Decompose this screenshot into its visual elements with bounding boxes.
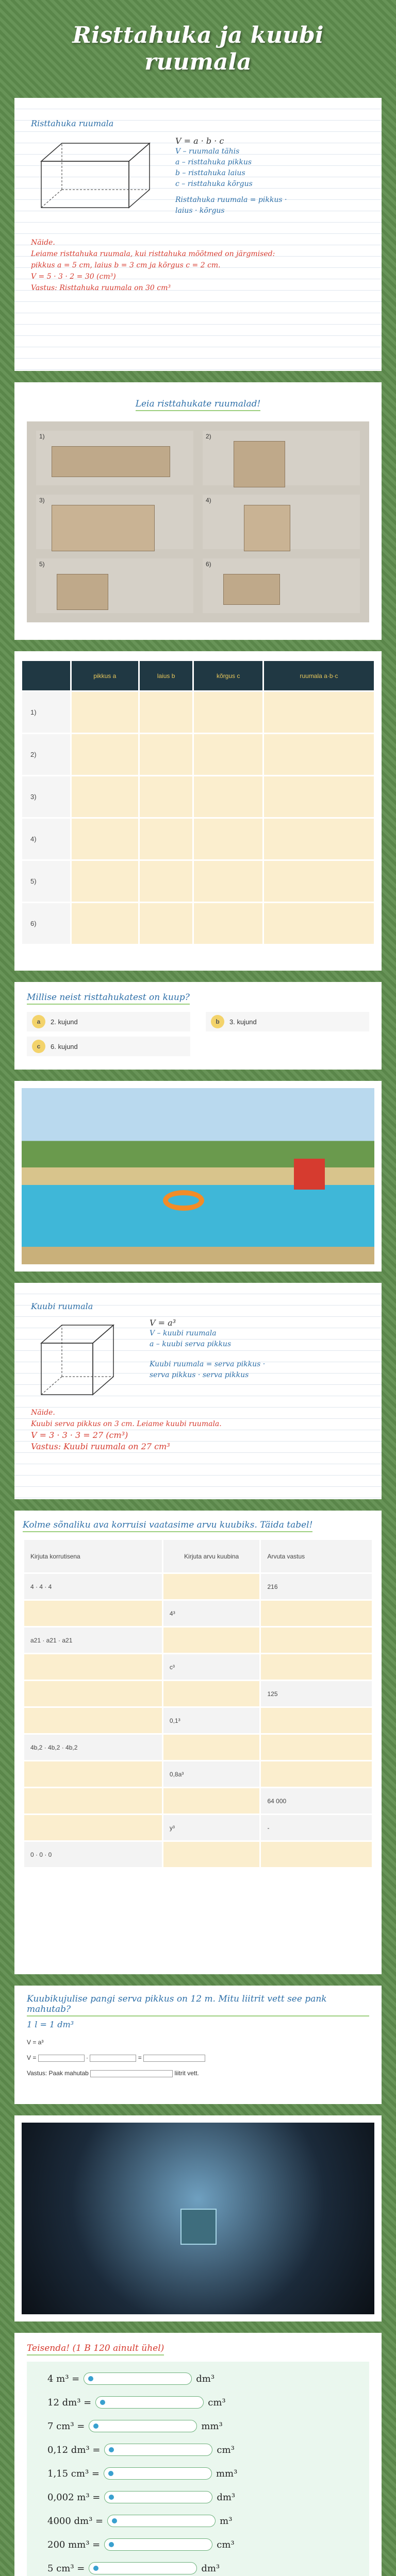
table2-row: [24, 1761, 373, 1788]
table2-answer-cell[interactable]: [260, 1734, 373, 1761]
table1-cell[interactable]: [193, 818, 263, 860]
table1-cell[interactable]: [193, 691, 263, 734]
question-text: Millise neist risttahukatest on kuup?: [27, 992, 190, 1005]
convert-unit: dm³: [201, 2563, 220, 2574]
box-formula: V = a · b · c: [175, 136, 224, 146]
convert-unit: mm³: [216, 2468, 238, 2479]
cube-formula: V = a³: [150, 1318, 176, 1328]
table2-given-cell: -: [260, 1815, 373, 1841]
page-title: Risttahuka ja kuubi ruumala: [72, 22, 324, 75]
table2-given-cell: 4b,2 · 4b,2 · 4b,2: [24, 1734, 163, 1761]
convert-left: 7 cm³ =: [47, 2420, 85, 2432]
table1-cell[interactable]: [71, 691, 139, 734]
convert-input[interactable]: [84, 2372, 192, 2385]
cube-example-answer: Vastus: Kuubi ruumala on 27 cm³: [31, 1442, 170, 1451]
question-card: [14, 982, 382, 1070]
table1-cell[interactable]: [263, 691, 374, 734]
table1-cell[interactable]: [71, 903, 139, 945]
table1-row-label: 4): [22, 818, 71, 860]
table1-cell[interactable]: [193, 734, 263, 776]
box-legend-b: b – risttahuka laius: [175, 169, 245, 177]
convert-left: 12 dm³ =: [47, 2397, 92, 2408]
box-volume-card: [14, 98, 382, 371]
cube-legend-v: V – kuubi ruumala: [150, 1329, 217, 1337]
tank-question: Kuubikujulise pangi serva pikkus on 12 m. Mitu liitrit vett see pank mahutab?: [27, 1994, 369, 2016]
table1-cell[interactable]: [193, 860, 263, 903]
table2-answer-cell[interactable]: [24, 1681, 163, 1707]
table2-header: Kirjuta arvu kuubina: [162, 1539, 260, 1573]
convert-unit: dm³: [217, 2492, 236, 2503]
table2-answer-cell[interactable]: [24, 1707, 163, 1734]
cube-table-card: [14, 1511, 382, 1974]
cube-volume-card: [14, 1283, 382, 1499]
option-label: 3. kujund: [229, 1018, 257, 1026]
night-image: [14, 2115, 382, 2321]
option-label: 2. kujund: [51, 1018, 78, 1026]
figure-5: 5): [36, 558, 193, 613]
convert-row: [47, 2556, 349, 2576]
table2-answer-cell[interactable]: [24, 1600, 163, 1627]
convert-row: [47, 2533, 349, 2556]
option-letter: b: [211, 1015, 224, 1028]
table2-row: [24, 1681, 373, 1707]
cube-table-heading: Kolme sõnaliku ava korruisi vaatasime arvu kuubiks. Täida tabel!: [23, 1520, 312, 1532]
option-letter: c: [32, 1040, 45, 1053]
figures-image: [27, 421, 369, 622]
table2-row: [24, 1600, 373, 1627]
table2-answer-cell[interactable]: [260, 1600, 373, 1627]
convert-left: 200 mm³ =: [47, 2539, 101, 2550]
tank-answer-field[interactable]: [90, 2070, 173, 2077]
table2-given-cell: a21 · a21 · a21: [24, 1627, 163, 1654]
table1-cell[interactable]: [139, 860, 193, 903]
table1-header-0: [22, 660, 71, 691]
table1-row-label: 6): [22, 903, 71, 945]
convert-unit: cm³: [208, 2397, 226, 2408]
table1-cell[interactable]: [263, 903, 374, 945]
table2-answer-cell[interactable]: [260, 1841, 373, 1868]
option-c[interactable]: [27, 1037, 190, 1056]
box-example-calc: V = 5 · 3 · 2 = 30 (cm³): [31, 273, 116, 281]
table2-answer-cell[interactable]: [162, 1788, 260, 1815]
table2-answer-cell[interactable]: [162, 1841, 260, 1868]
cuboid-diagram: [31, 135, 160, 213]
convert-input[interactable]: [104, 2491, 212, 2503]
table2-given-cell: 64 000: [260, 1788, 373, 1815]
tank-task-card: Kuubikujulise pangi serva pikkus on 12 m. Mitu liitrit vett see pank mahutab? 1 l = 1 dm³ V = a³ V = · = Vastus: Paak mahutab liitrit vett.: [14, 1986, 382, 2104]
table2-answer-cell[interactable]: [260, 1707, 373, 1734]
table2-answer-cell[interactable]: [162, 1573, 260, 1600]
table1-cell[interactable]: [193, 776, 263, 818]
table2-given-cell: 0,8a³: [162, 1761, 260, 1788]
box-word-formula: Risttahuka ruumala = pikkus · laius · kõrgus: [175, 196, 287, 215]
table2-given-cell: 0 · 0 · 0: [24, 1841, 163, 1868]
cube-example-text: Kuubi serva pikkus on 3 cm. Leiame kuubi ruumala.: [31, 1420, 222, 1428]
figure-6: 6): [203, 558, 360, 613]
convert-row: [47, 2462, 349, 2485]
table1-header-laius: laius b: [139, 660, 193, 691]
box-example-answer: Vastus: Risttahuka ruumala on 30 cm³: [31, 284, 171, 292]
option-label: 6. kujund: [51, 1042, 78, 1050]
table1-cell[interactable]: [139, 776, 193, 818]
cube-table: [23, 1538, 373, 1869]
convert-unit: cm³: [217, 2444, 235, 2455]
convert-left: 4 m³ =: [47, 2373, 80, 2384]
table1-cell[interactable]: [263, 776, 374, 818]
option-letter: a: [32, 1015, 45, 1028]
cube-diagram: [31, 1317, 119, 1400]
convert-input[interactable]: [95, 2396, 204, 2409]
convert-input[interactable]: [104, 2538, 212, 2551]
table1-cell[interactable]: [71, 860, 139, 903]
box-legend-c: c – risttahuka kõrgus: [175, 180, 253, 188]
table1-row-label: 2): [22, 734, 71, 776]
table2-answer-cell[interactable]: [24, 1815, 163, 1841]
table2-given-cell: c³: [162, 1654, 260, 1681]
tank-formula: V = a³: [27, 2039, 44, 2046]
box-legend-v: V – ruumala tähis: [175, 147, 240, 156]
table1-row-label: 5): [22, 860, 71, 903]
convert-input[interactable]: [107, 2515, 216, 2527]
table2-answer-cell[interactable]: [260, 1654, 373, 1681]
convert-left: 5 cm³ =: [47, 2563, 85, 2574]
figure-2: 2): [203, 431, 360, 485]
convert-left: 4000 dm³ =: [47, 2515, 104, 2527]
table1-cell[interactable]: [263, 860, 374, 903]
table2-answer-cell[interactable]: [260, 1761, 373, 1788]
tank-result-field[interactable]: [143, 2055, 205, 2062]
table1-row-label: 3): [22, 776, 71, 818]
convert-left: 0,12 dm³ =: [47, 2444, 101, 2455]
table2-row: [24, 1815, 373, 1841]
table2-answer-cell[interactable]: [162, 1681, 260, 1707]
convert-input[interactable]: [104, 2444, 212, 2456]
box-legend-a: a – risttahuka pikkus: [175, 158, 252, 166]
convert-row: [47, 2391, 349, 2414]
figure-4: 4): [203, 495, 360, 549]
figure-3: 3): [36, 495, 193, 549]
table1-cell[interactable]: [71, 734, 139, 776]
figures-heading: Leia risttahukate ruumalad!: [136, 399, 261, 411]
convert-unit: mm³: [201, 2420, 223, 2432]
figures-card: [14, 382, 382, 640]
table2-row: [24, 1788, 373, 1815]
table2-given-cell: 4 · 4 · 4: [24, 1573, 163, 1600]
tank-hint: 1 l = 1 dm³: [27, 2020, 74, 2029]
box-heading: Risttahuka ruumala: [31, 118, 114, 128]
table2-header: Arvuta vastus: [260, 1539, 373, 1573]
convert-input[interactable]: [89, 2420, 197, 2432]
pool-image: [14, 1081, 382, 1272]
measure-table-card: [14, 651, 382, 971]
convert-left: 1,15 cm³ =: [47, 2468, 100, 2479]
convert-unit: dm³: [196, 2373, 215, 2384]
tank-answer-suffix: liitrit vett.: [174, 2070, 199, 2077]
box-example-given: pikkus a = 5 cm, laius b = 3 cm ja kõrgus c = 2 cm.: [31, 261, 221, 269]
table1-header-ruumala: ruumala a·b·c: [263, 660, 374, 691]
tank-side-field[interactable]: [90, 2055, 136, 2062]
table2-row: [24, 1573, 373, 1600]
convert-row: [47, 2367, 349, 2391]
convert-unit: cm³: [217, 2539, 235, 2550]
table1-cell[interactable]: [139, 734, 193, 776]
box-example-label: Näide.: [31, 239, 55, 247]
table2-row: [24, 1841, 373, 1868]
cube-example-calc: V = 3 · 3 · 3 = 27 (cm³): [31, 1430, 128, 1440]
table2-given-cell: 4³: [162, 1600, 260, 1627]
table1-header-pikkus: pikkus a: [71, 660, 139, 691]
table2-row: [24, 1734, 373, 1761]
cube-heading: Kuubi ruumala: [31, 1301, 93, 1311]
tank-answer-prefix: Vastus: Paak mahutab: [27, 2070, 89, 2077]
table1-cell[interactable]: [139, 818, 193, 860]
option-b[interactable]: [206, 1012, 369, 1031]
table1-cell[interactable]: [71, 776, 139, 818]
table1-cell[interactable]: [139, 691, 193, 734]
tank-calc-label: V =: [27, 2054, 37, 2061]
table2-answer-cell[interactable]: [24, 1788, 163, 1815]
convert-input[interactable]: [104, 2467, 212, 2480]
convert-unit: m³: [220, 2515, 233, 2527]
table2-answer-cell[interactable]: [162, 1734, 260, 1761]
table1-row-label: 1): [22, 691, 71, 734]
convert-row: [47, 2485, 349, 2509]
table1-cell[interactable]: [263, 734, 374, 776]
exercise-title: Teisenda! (1 B 120 ainult ühel): [27, 2343, 164, 2355]
table2-row: [24, 1707, 373, 1734]
figure-1: 1): [36, 431, 193, 485]
table2-given-cell: y³: [162, 1815, 260, 1841]
convert-row: [47, 2509, 349, 2533]
tank-side-field[interactable]: [38, 2055, 85, 2062]
convert-row: [47, 2438, 349, 2462]
table2-answer-cell[interactable]: [24, 1654, 163, 1681]
convert-left: 0,002 m³ =: [47, 2492, 101, 2503]
table2-row: [24, 1627, 373, 1654]
table2-given-cell: 125: [260, 1681, 373, 1707]
convert-row: [47, 2414, 349, 2438]
table2-row: [24, 1654, 373, 1681]
box-example-text: Leiame risttahuka ruumala, kui risttahuka mõõtmed on järgmised:: [31, 250, 275, 258]
table1-cell[interactable]: [263, 818, 374, 860]
table2-header: Kirjuta korrutisena: [24, 1539, 163, 1573]
option-a[interactable]: [27, 1012, 190, 1031]
table1-cell[interactable]: [193, 903, 263, 945]
convert-exercise-card: [14, 2333, 382, 2576]
exercise-panel: [27, 2362, 369, 2576]
measure-table: [21, 659, 375, 945]
table2-given-cell: 216: [260, 1573, 373, 1600]
convert-input[interactable]: [89, 2562, 197, 2574]
cube-example-label: Näide.: [31, 1409, 55, 1417]
table1-cell[interactable]: [139, 903, 193, 945]
table2-answer-cell[interactable]: [162, 1627, 260, 1654]
table2-given-cell: 0,1³: [162, 1707, 260, 1734]
table1-cell[interactable]: [71, 818, 139, 860]
table1-header-korgus: kõrgus c: [193, 660, 263, 691]
cube-word-formula: Kuubi ruumala = serva pikkus · serva pikkus · serva pikkus: [150, 1360, 266, 1379]
table2-answer-cell[interactable]: [260, 1627, 373, 1654]
cube-legend-a: a – kuubi serva pikkus: [150, 1340, 232, 1348]
table2-answer-cell[interactable]: [24, 1761, 163, 1788]
